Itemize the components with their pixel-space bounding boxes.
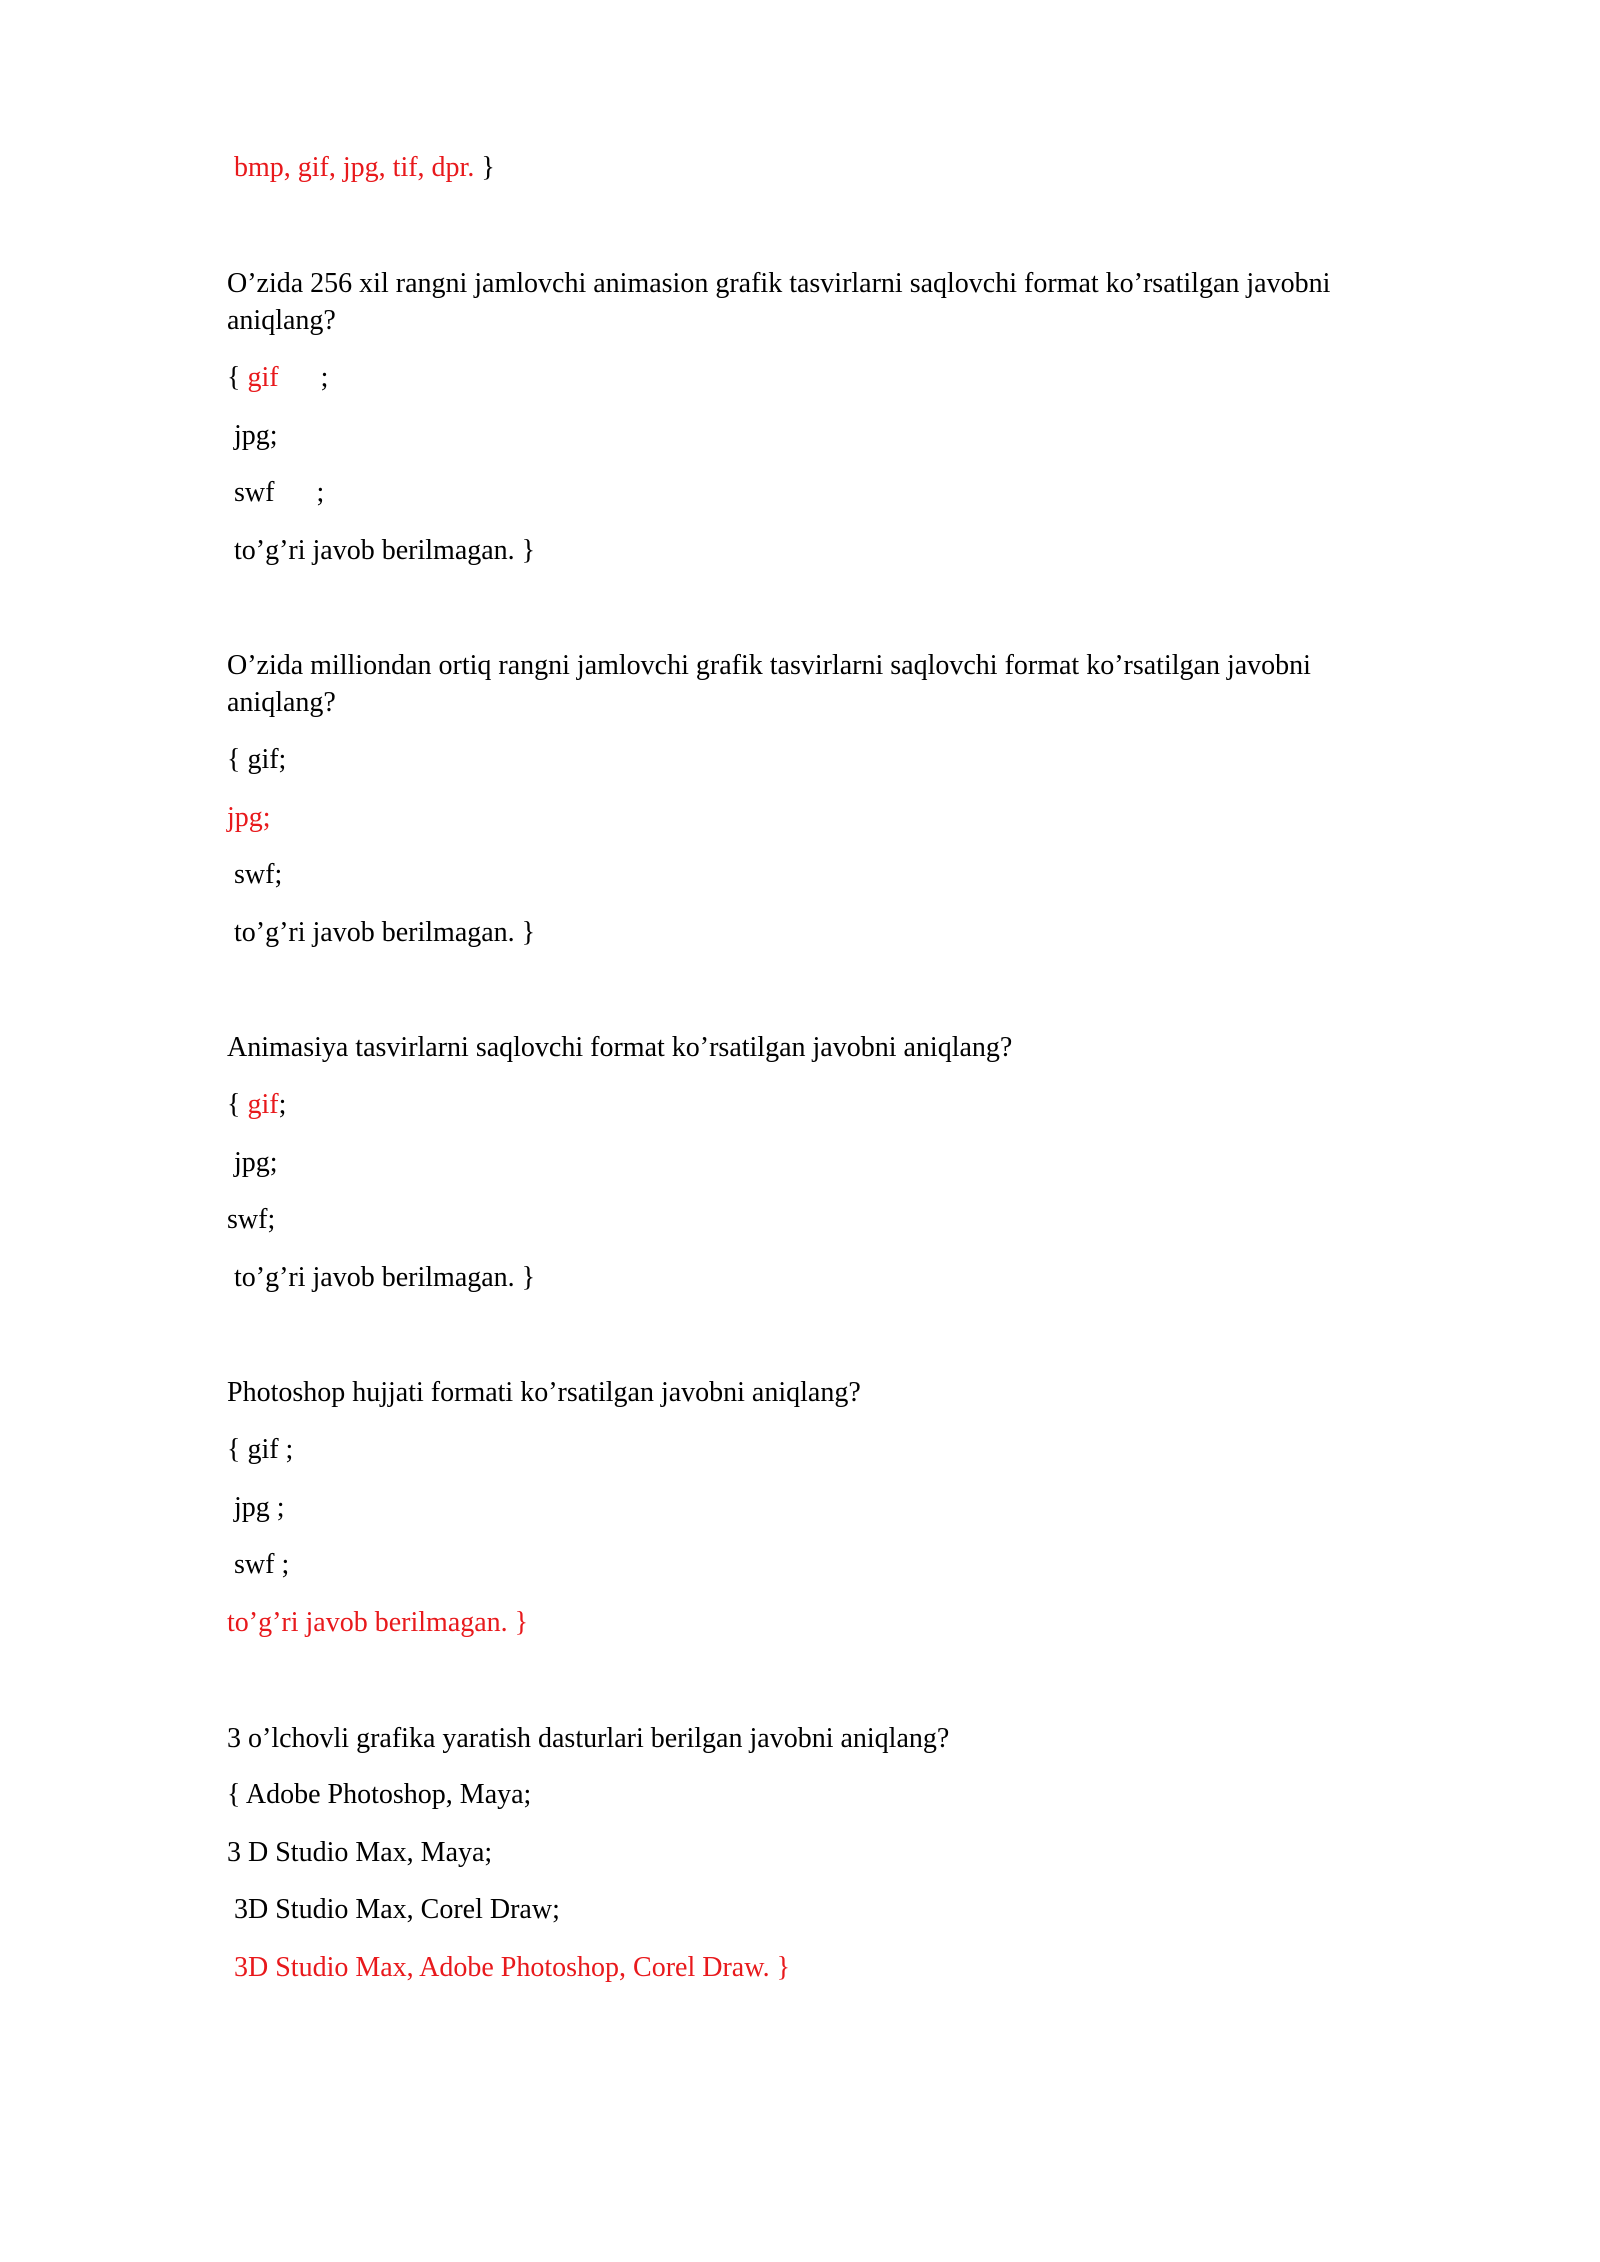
q2-option-3: swf; [227,859,283,890]
option-prefix: { [227,362,248,393]
correct-answer-text: gif [247,1089,279,1120]
question-5-text: 3 o’lchovli grafika yaratish dasturlari berilgan javobni aniqlang? [227,1723,950,1754]
q1-option-3: swf ; [227,477,325,508]
brace-text: } [474,152,495,183]
q5-option-4-correct: 3D Studio Max, Adobe Photoshop, Corel Draw. } [227,1952,791,1983]
q1-option-4: to’g’ri javob berilmagan. } [227,535,536,566]
option-prefix: { [227,1089,248,1120]
q5-option-1: { Adobe Photoshop, Maya; [227,1779,532,1810]
correct-answer-text: bmp, gif, jpg, tif, dpr. [227,152,475,183]
q3-option-3: swf; [227,1204,276,1235]
previous-answer-tail [227,150,495,186]
q1-option-2: jpg; [227,420,278,451]
q4-option-1: { gif ; [227,1434,294,1465]
q1-option-1 [227,360,328,396]
q4-option-4-correct: to’g’ri javob berilmagan. } [227,1607,529,1638]
q3-option-1 [227,1087,286,1123]
q3-option-2: jpg; [227,1147,278,1178]
option-suffix: ; [278,362,329,393]
question-4-text: Photoshop hujjati formati ko’rsatilgan javobni aniqlang? [227,1377,861,1408]
q2-option-2-correct: jpg; [227,802,271,833]
question-3-text: Animasiya tasvirlarni saqlovchi format ko’rsatilgan javobni aniqlang? [227,1032,1013,1063]
q5-option-2: 3 D Studio Max, Maya; [227,1837,493,1868]
q3-option-4: to’g’ri javob berilmagan. } [227,1262,536,1293]
q2-option-4: to’g’ri javob berilmagan. } [227,917,536,948]
q4-option-2: jpg ; [227,1492,285,1523]
question-2-text: O’zida milliondan ortiq rangni jamlovchi grafik tasvirlarni saqlovchi format ko’rsatilgan javobni aniqlang? [227,650,1311,718]
option-suffix: ; [278,1089,287,1120]
q5-option-3: 3D Studio Max, Corel Draw; [227,1894,560,1925]
question-1-text: O’zida 256 xil rangni jamlovchi animasion grafik tasvirlarni saqlovchi format ko’rsatilgan javobni aniqlang? [227,268,1331,336]
q4-option-3: swf ; [227,1549,290,1580]
correct-answer-text: gif [247,362,279,393]
q2-option-1: { gif; [227,744,287,775]
